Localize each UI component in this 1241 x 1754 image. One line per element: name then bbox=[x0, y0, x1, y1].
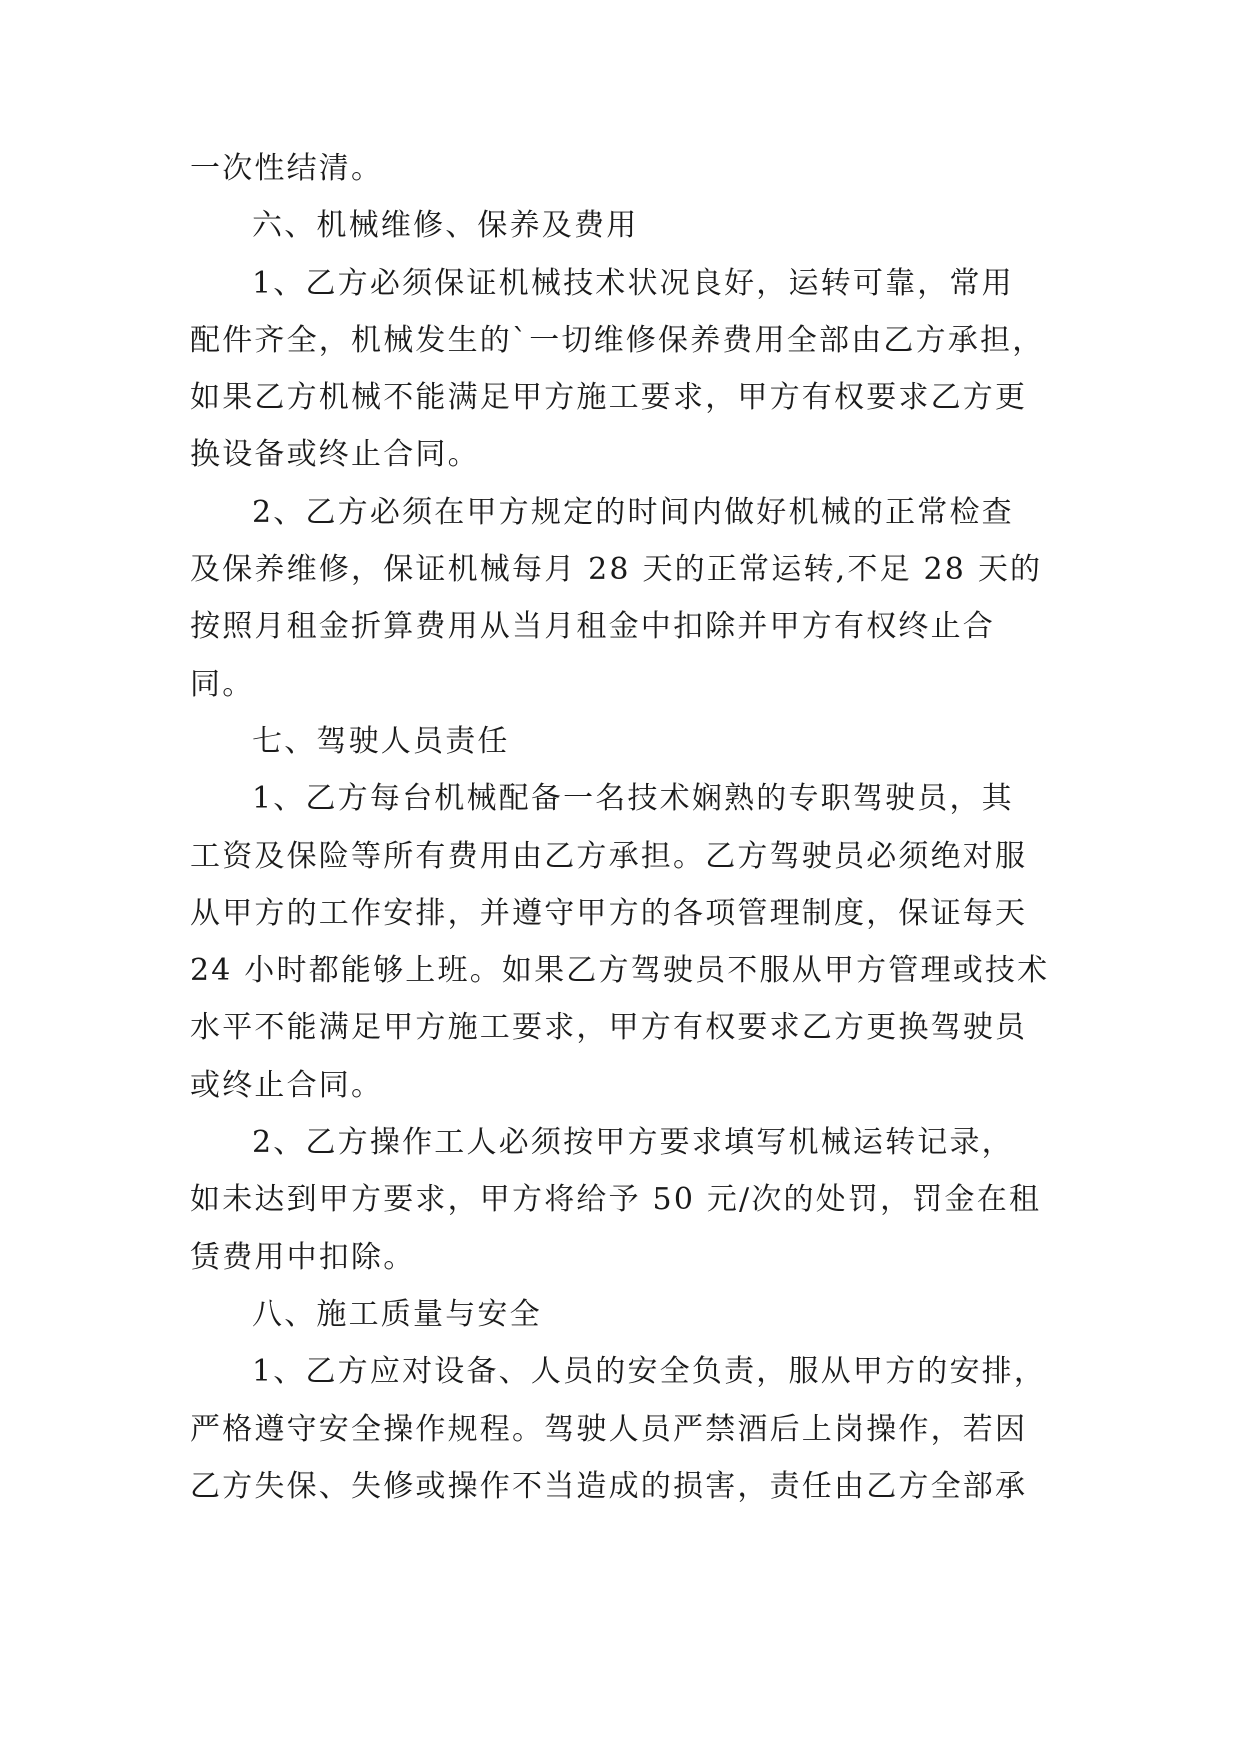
text-line: 1、乙方应对设备、人员的安全负责，服从甲方的安排， bbox=[252, 1354, 1047, 1390]
text-line: 配件齐全，机械发生的`一切维修保养费用全部由乙方承担， bbox=[190, 322, 1045, 358]
text-line: 及保养维修，保证机械每月 28 天的正常运转,不足 28 天的 bbox=[190, 552, 1043, 588]
section-heading: 六、机械维修、保养及费用 bbox=[252, 208, 639, 244]
text-line: 换设备或终止合同。 bbox=[190, 437, 480, 473]
text-line: 水平不能满足甲方施工要求，甲方有权要求乙方更换驾驶员 bbox=[190, 1010, 1028, 1046]
section-heading: 八、施工质量与安全 bbox=[252, 1296, 542, 1332]
text-line: 一次性结清。 bbox=[190, 151, 384, 186]
text-line: 如未达到甲方要求，甲方将给予 50 元/次的处罚，罚金在租 bbox=[190, 1182, 1042, 1218]
text-line: 1、乙方必须保证机械技术状况良好，运转可靠，常用 bbox=[252, 265, 1014, 301]
text-line: 24 小时都能够上班。如果乙方驾驶员不服从甲方管理或技术 bbox=[190, 953, 1050, 989]
document-page bbox=[190, 140, 1052, 1515]
text-line: 乙方失保、失修或操作不当造成的损害，责任由乙方全部承 bbox=[190, 1468, 1028, 1504]
text-line: 2、乙方必须在甲方规定的时间内做好机械的正常检查 bbox=[252, 494, 1014, 530]
text-line: 2、乙方操作工人必须按甲方要求填写机械运转记录， bbox=[252, 1125, 1014, 1161]
text-line: 工资及保险等所有费用由乙方承担。乙方驾驶员必须绝对服 bbox=[190, 838, 1028, 874]
text-line: 同。 bbox=[190, 666, 255, 702]
text-line: 如果乙方机械不能满足甲方施工要求，甲方有权要求乙方更 bbox=[190, 380, 1028, 416]
text-line: 1、乙方每台机械配备一名技术娴熟的专职驾驶员，其 bbox=[252, 781, 1014, 817]
text-line: 或终止合同。 bbox=[190, 1067, 384, 1103]
text-line: 从甲方的工作安排，并遵守甲方的各项管理制度，保证每天 bbox=[190, 895, 1028, 931]
text-line: 按照月租金折算费用从当月租金中扣除并甲方有权终止合 bbox=[190, 609, 995, 645]
text-line: 严格遵守安全操作规程。驾驶人员严禁酒后上岗操作，若因 bbox=[190, 1411, 1028, 1447]
section-heading: 七、驾驶人员责任 bbox=[252, 723, 510, 759]
text-line: 赁费用中扣除。 bbox=[190, 1239, 416, 1275]
